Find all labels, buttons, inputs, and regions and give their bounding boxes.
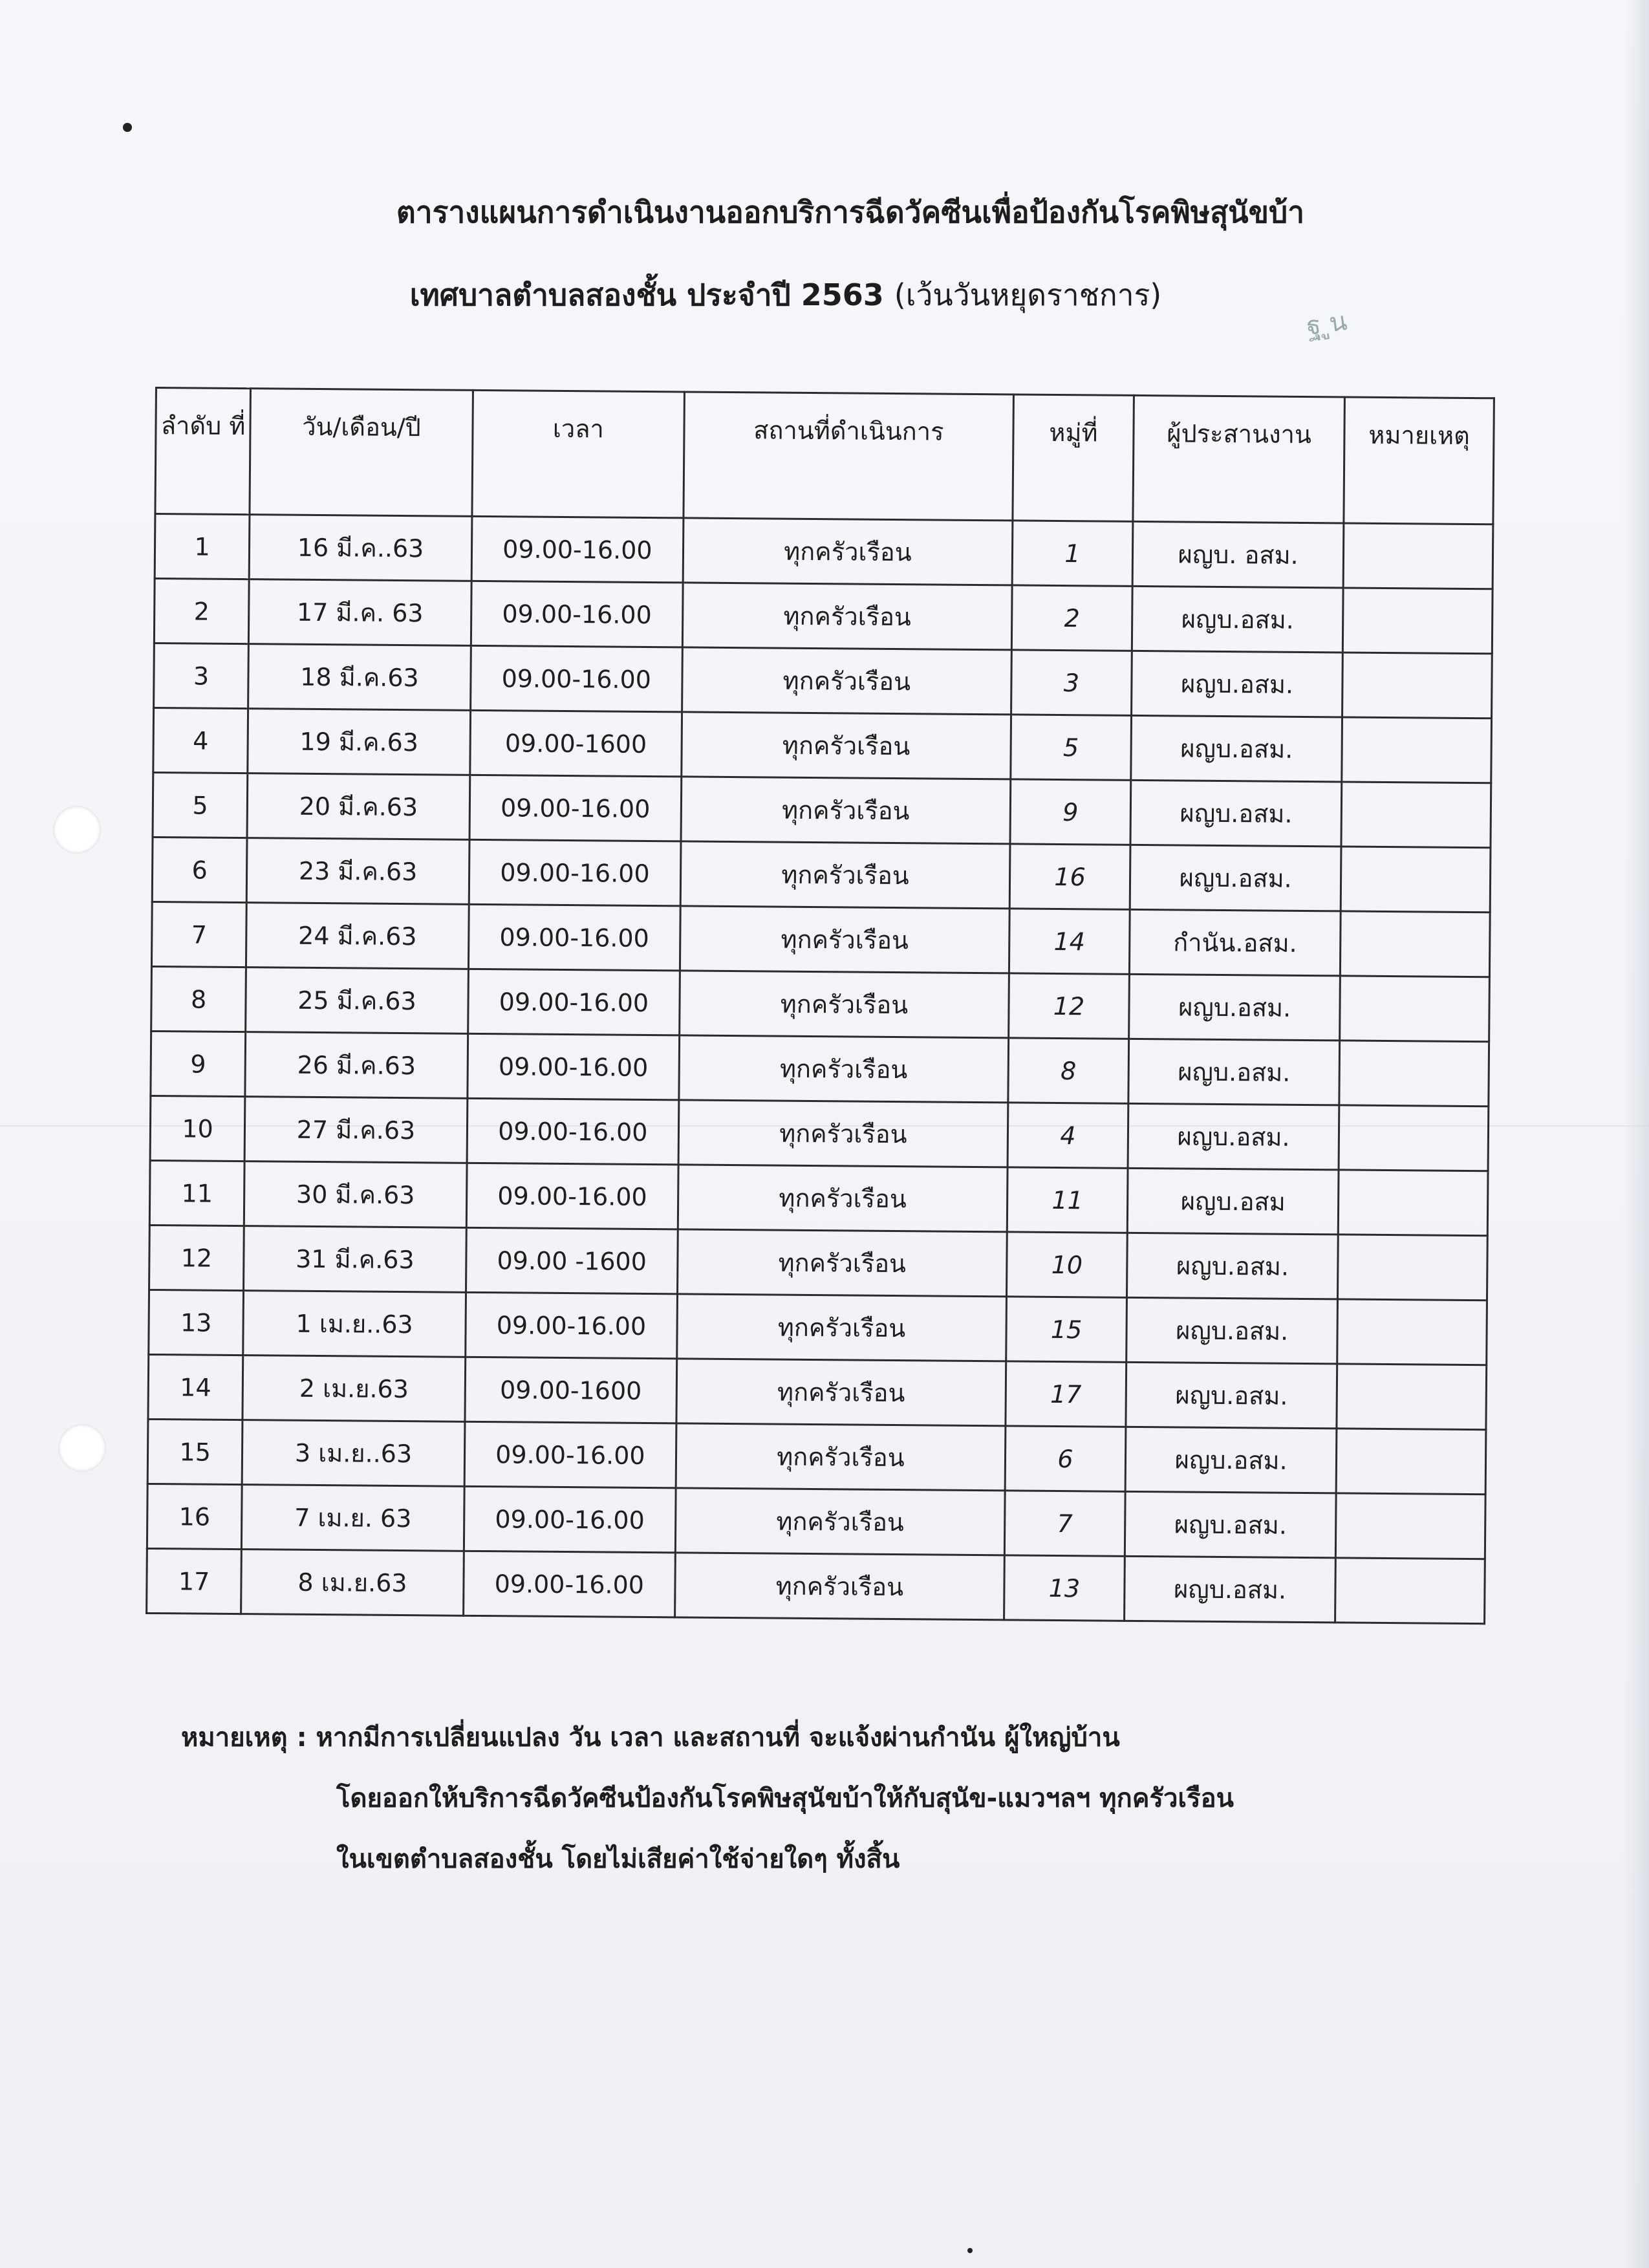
cell-no: 3 — [154, 643, 249, 708]
cell-moo: 10 — [1006, 1232, 1127, 1297]
cell-date: 7 เม.ย. 63 — [242, 1485, 464, 1551]
cell-remark — [1339, 1041, 1489, 1107]
cell-time: 09.00-16.00 — [464, 1486, 676, 1553]
cell-time: 09.00-16.00 — [468, 1033, 680, 1100]
cell-place: ทุกครัวเรือน — [683, 518, 1013, 585]
cell-date: 1 เม.ย..63 — [243, 1291, 466, 1357]
cell-coordinator: ผญบ.อสม. — [1128, 1039, 1340, 1105]
footer-line3: ในเขตตำบลสองชั้น โดยไม่เสียค่าใช้จ่ายใดๆ ทั้งสิ้น — [336, 1844, 900, 1874]
cell-date: 24 มี.ค.63 — [246, 903, 469, 969]
ink-speck — [123, 123, 132, 132]
cell-place: ทุกครัวเรือน — [682, 583, 1012, 650]
cell-time: 09.00-16.00 — [471, 581, 683, 647]
cell-coordinator: ผญบ.อสม. — [1128, 1103, 1339, 1170]
cell-remark — [1342, 717, 1491, 783]
cell-no: 4 — [153, 707, 248, 773]
table-row — [151, 902, 1490, 977]
cell-coordinator: ผญบ. อสม. — [1132, 521, 1344, 588]
header-time: เวลา — [472, 390, 685, 518]
footer-line1 — [181, 1707, 1234, 1768]
cell-moo: 8 — [1008, 1038, 1129, 1103]
cell-date: 26 มี.ค.63 — [245, 1032, 468, 1099]
cell-no: 9 — [151, 1031, 246, 1096]
cell-place: ทุกครัวเรือน — [681, 777, 1011, 844]
cell-date: 30 มี.ค.63 — [244, 1161, 467, 1228]
cell-coordinator: ผญบ.อสม. — [1129, 974, 1341, 1041]
cell-no: 15 — [147, 1419, 242, 1484]
margin-handwriting: ฐ ูน — [1304, 306, 1349, 342]
cell-no: 6 — [152, 837, 247, 902]
cell-remark — [1337, 1364, 1486, 1430]
table-row — [153, 772, 1491, 847]
cell-remark — [1341, 847, 1490, 913]
cell-remark — [1343, 523, 1493, 589]
cell-place: ทุกครัวเรือน — [682, 647, 1011, 715]
cell-coordinator: ผญบ.อสม. — [1127, 1233, 1339, 1299]
cell-coordinator: ผญบ.อสม. — [1125, 1427, 1337, 1493]
vaccination-schedule-table — [146, 387, 1495, 1625]
table-row — [152, 837, 1491, 912]
cell-time: 09.00-16.00 — [466, 1292, 678, 1359]
cell-coordinator: ผญบ.อสม. — [1126, 1362, 1337, 1429]
cell-date: 16 มี.ค..63 — [249, 515, 471, 581]
table-row — [151, 1031, 1489, 1106]
cell-time: 09.00-16.00 — [468, 969, 680, 1035]
header-date: วัน/เดือน/ปี — [250, 389, 473, 517]
cell-time: 09.00-1600 — [470, 710, 682, 777]
cell-coordinator: ผญบ.อสม. — [1132, 651, 1343, 717]
cell-moo: 16 — [1009, 844, 1130, 909]
cell-coordinator: กำนัน.อสม. — [1129, 909, 1341, 976]
cell-place: ทุกครัวเรือน — [678, 1100, 1008, 1167]
cell-remark — [1341, 911, 1490, 977]
cell-coordinator: ผญบ.อสม. — [1130, 780, 1342, 847]
cell-date: 18 มี.ค.63 — [248, 644, 471, 711]
cell-date: 20 มี.ค.63 — [247, 773, 469, 840]
footer-remark — [181, 1707, 1234, 1890]
cell-time: 09.00-16.00 — [464, 1421, 676, 1488]
cell-place: ทุกครัวเรือน — [679, 1035, 1009, 1103]
table-row — [150, 1096, 1489, 1171]
cell-time: 09.00-16.00 — [469, 775, 682, 841]
header-remark: หมายเหตุ — [1344, 397, 1494, 524]
cell-no: 11 — [149, 1160, 244, 1226]
cell-time: 09.00 -1600 — [466, 1227, 678, 1294]
cell-date: 31 มี.ค.63 — [244, 1226, 466, 1293]
cell-no: 7 — [151, 902, 246, 967]
cell-moo: 11 — [1007, 1167, 1128, 1233]
cell-date: 25 มี.ค.63 — [246, 967, 468, 1034]
cell-moo: 5 — [1011, 715, 1132, 780]
cell-time: 09.00-16.00 — [463, 1551, 675, 1617]
cell-place: ทุกครัวเรือน — [678, 1165, 1008, 1232]
cell-place: ทุกครัวเรือน — [675, 1488, 1005, 1555]
cell-time: 09.00-16.00 — [466, 1163, 678, 1229]
cell-place: ทุกครัวเรือน — [677, 1229, 1007, 1297]
cell-place: ทุกครัวเรือน — [680, 841, 1010, 909]
cell-date: 8 เม.ย.63 — [241, 1550, 464, 1616]
cell-place: ทุกครัวเรือน — [676, 1359, 1006, 1426]
cell-time: 09.00-16.00 — [471, 516, 684, 583]
footer-label: หมายเหตุ : — [181, 1723, 307, 1753]
cell-no: 2 — [154, 579, 249, 644]
cell-place: ทุกครัวเรือน — [680, 906, 1009, 973]
document-title-paren: (เว้นวันหยุดราชการ) — [894, 277, 1162, 312]
cell-moo: 12 — [1009, 973, 1130, 1039]
cell-moo: 7 — [1004, 1491, 1125, 1556]
punch-hole-upper — [53, 806, 101, 854]
cell-time: 09.00-16.00 — [469, 839, 681, 906]
cell-time: 09.00-1600 — [465, 1357, 677, 1423]
cell-coordinator: ผญบ.อสม. — [1131, 715, 1342, 782]
cell-time: 09.00-16.00 — [467, 1098, 679, 1165]
cell-moo: 17 — [1006, 1361, 1126, 1427]
ink-speck — [967, 2248, 973, 2253]
cell-place: ทุกครัวเรือน — [680, 971, 1009, 1038]
cell-coordinator: ผญบ.อสม. — [1130, 845, 1341, 911]
cell-remark — [1336, 1429, 1485, 1495]
cell-date: 19 มี.ค.63 — [248, 709, 470, 775]
table-row — [151, 966, 1490, 1041]
cell-place: ทุกครัวเรือน — [675, 1553, 1005, 1620]
footer-line2: โดยออกให้บริการฉีดวัคซีนป้องกันโรคพิษสุนัขบ้าให้กับสุนัข-แมวฯลฯ ทุกครัวเรือน — [336, 1784, 1234, 1813]
table-body — [147, 514, 1493, 1624]
cell-place: ทุกครัวเรือน — [682, 712, 1011, 779]
cell-time: 09.00-16.00 — [470, 645, 682, 712]
cell-moo: 15 — [1006, 1297, 1127, 1362]
cell-date: 2 เม.ย.63 — [242, 1355, 465, 1422]
table-row — [147, 1419, 1486, 1494]
cell-no: 10 — [150, 1096, 245, 1161]
cell-remark — [1339, 1105, 1488, 1171]
paper-right-edge — [1623, 0, 1649, 2268]
cell-moo: 14 — [1009, 909, 1130, 974]
table-row — [147, 1548, 1485, 1623]
cell-date: 3 เม.ย..63 — [242, 1420, 464, 1487]
cell-coordinator: ผญบ.อสม — [1127, 1168, 1339, 1235]
cell-remark — [1337, 1299, 1487, 1365]
cell-date: 23 มี.ค.63 — [246, 838, 469, 905]
table-row — [148, 1354, 1487, 1429]
cell-coordinator: ผญบ.อสม. — [1125, 1491, 1336, 1558]
cell-no: 5 — [153, 772, 248, 837]
cell-remark — [1340, 976, 1489, 1042]
punch-hole-lower — [58, 1424, 106, 1472]
cell-coordinator: ผญบ.อสม. — [1132, 586, 1343, 653]
cell-no: 8 — [151, 966, 246, 1031]
cell-moo: 3 — [1011, 650, 1132, 715]
table-row — [149, 1160, 1488, 1235]
cell-remark — [1339, 1170, 1488, 1236]
table-row — [153, 707, 1492, 783]
cell-date: 17 มี.ค. 63 — [249, 579, 471, 646]
cell-no: 13 — [149, 1290, 244, 1355]
cell-remark — [1342, 653, 1492, 718]
cell-no: 17 — [147, 1548, 242, 1614]
table-row — [149, 1290, 1487, 1365]
cell-remark — [1343, 588, 1493, 654]
cell-moo: 1 — [1012, 521, 1133, 586]
header-moo: หมู่ที่ — [1013, 394, 1134, 521]
table-row — [154, 643, 1493, 718]
cell-moo: 6 — [1005, 1426, 1126, 1491]
table-header-row — [155, 388, 1494, 524]
header-no: ลำดับ ที่ — [155, 388, 251, 515]
document-title-main: เทศบาลตำบลสองชั้น ประจำปี 2563 — [409, 277, 884, 312]
cell-remark — [1335, 1558, 1485, 1624]
document-title-line1: ตารางแผนการดำเนินงานออกบริการฉีดวัคซีนเพื่อป้องกันโรคพิษสุนัขบ้า — [396, 195, 1305, 230]
cell-place: ทุกครัวเรือน — [677, 1294, 1007, 1361]
cell-date: 27 มี.ค.63 — [244, 1097, 467, 1163]
cell-moo: 13 — [1004, 1555, 1125, 1621]
cell-moo: 9 — [1010, 779, 1131, 845]
cell-coordinator: ผญบ.อสม. — [1126, 1297, 1338, 1364]
cell-remark — [1336, 1493, 1485, 1559]
table-row — [155, 514, 1493, 589]
table-row — [149, 1225, 1488, 1300]
cell-remark — [1341, 782, 1491, 848]
table-row — [147, 1484, 1485, 1559]
cell-coordinator: ผญบ.อสม. — [1125, 1556, 1336, 1623]
document-title-line2 — [0, 272, 1610, 319]
cell-remark — [1338, 1235, 1487, 1301]
table-row — [154, 579, 1493, 654]
cell-no: 12 — [149, 1225, 244, 1290]
footer-text1: หากมีการเปลี่ยนแปลง วัน เวลา และสถานที่ จะแจ้งผ่านกำนัน ผู้ใหญ่บ้าน — [316, 1723, 1120, 1753]
cell-moo: 4 — [1008, 1103, 1128, 1168]
cell-place: ทุกครัวเรือน — [676, 1423, 1006, 1491]
header-place: สถานที่ดำเนินการ — [684, 392, 1014, 521]
cell-time: 09.00-16.00 — [468, 904, 680, 971]
cell-no: 16 — [147, 1484, 242, 1549]
cell-moo: 2 — [1011, 585, 1132, 651]
header-coordinator: ผู้ประสานงาน — [1133, 395, 1345, 523]
cell-no: 14 — [148, 1354, 243, 1420]
cell-no: 1 — [155, 514, 250, 579]
